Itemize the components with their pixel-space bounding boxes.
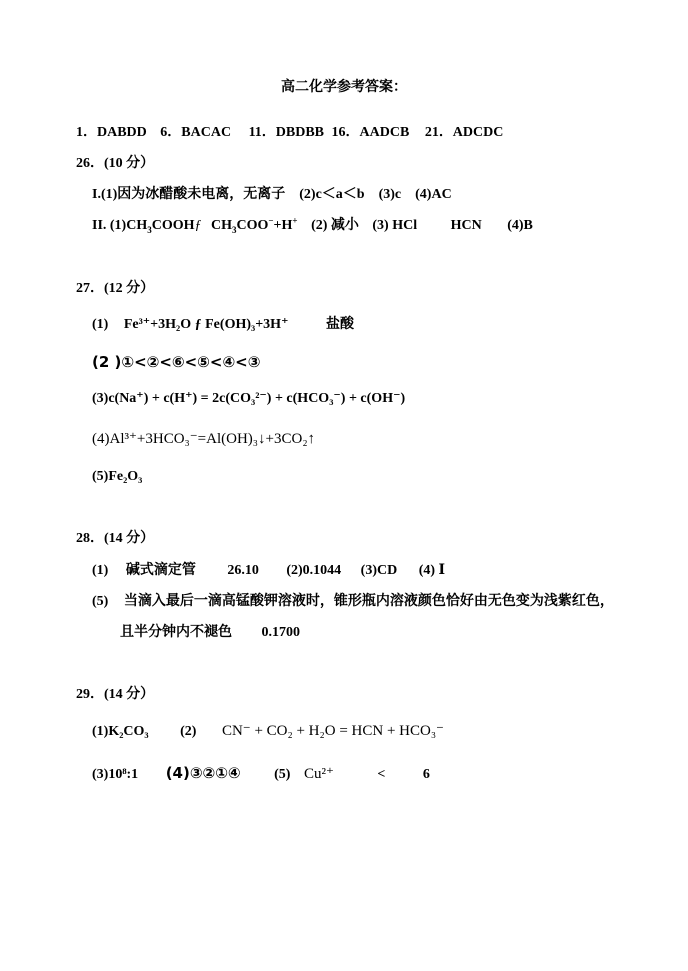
- mc-21-25: 21．ADCDC: [424, 125, 504, 140]
- page-title: 高二化学参考答案：: [281, 80, 407, 95]
- q26-header: 26．(10 分）: [76, 156, 155, 171]
- q27-p2: (2 )①<②<⑥<⑤<④<③: [92, 353, 261, 371]
- q27-header: 27．(12 分）: [76, 281, 155, 296]
- q27-p1: (1) Fe³⁺+3H₂O ƒ Fe(OH)₃+3H⁺ 盐酸: [92, 317, 354, 332]
- q28-header: 28．(14 分）: [76, 531, 155, 546]
- q27-p3: (3)c(Na⁺) + c(H⁺) = 2c(CO₃²⁻) + c(HCO₃⁻) + c(OH⁻): [92, 391, 406, 406]
- q29-header: 29．(14 分）: [76, 687, 155, 702]
- q28-p5-cont: 且半分钟内不褪色 0.1700: [120, 625, 300, 640]
- q26-part-II: II. $(1)CH_3COOHƒ$ $CH_3COO^-+H^+$ (2) 减小 (3) HCl HCN (4)B: [92, 215, 533, 235]
- mc-1-5: 1．DABDD: [76, 125, 147, 140]
- mc-6-10: 6．BACAC: [160, 125, 232, 140]
- q26-part-I: I.(1)因为冰醋酸未电离，无离子 (2)c＜a＜b (3)c (4)AC: [92, 187, 452, 202]
- q29-p3-p5: (3)10⁸:1 (4)③②①④ (5) Cu²⁺ < 6: [92, 764, 430, 782]
- mc-11-15: 11．DBDBB: [248, 125, 325, 140]
- q29-p1-p2: (1)K₂CO₃ (2) CN⁻ + CO₂ + H₂O = HCN + HCO₃⁻: [92, 723, 444, 739]
- q27-p5: (5)Fe₂O₃: [92, 469, 143, 484]
- q27-p4: (4)Al³⁺+3HCO₃⁻=Al(OH)₃↓+3CO₂↑: [92, 431, 316, 447]
- mc-answers: [76, 124, 503, 142]
- q28-p1: (1) 碱式滴定管 26.10 (2)0.1044 (3)CD (4) Ⅰ: [92, 563, 446, 578]
- mc-16-20: 16．AADCB: [331, 125, 410, 140]
- q28-p5: (5) 当滴入最后一滴高锰酸钾溶液时，锥形瓶内溶液颜色恰好由无色变为浅紫红色，: [92, 594, 614, 609]
